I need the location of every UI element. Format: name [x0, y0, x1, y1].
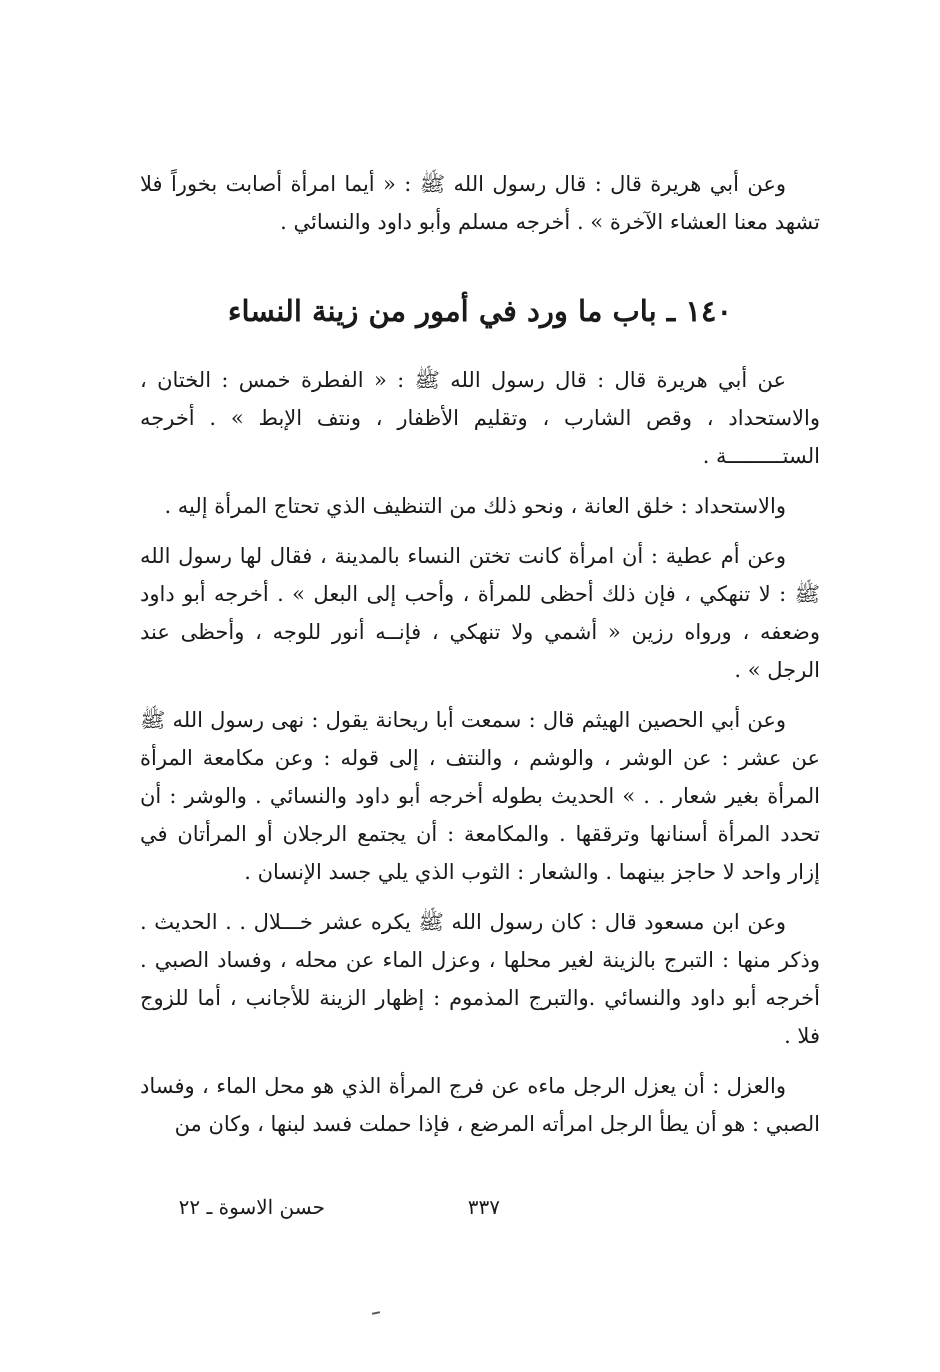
paragraph-abu-hurayra-incense: وعن أبي هريرة قال : قال رسول الله ﷺ : « أيما امرأة أصابت بخوراً فلا تشهد معنا العشاء الآخرة » . أخرجه مسلم وأبو داود والنسائي .	[140, 172, 820, 234]
paragraph-abu-rayhana: وعن أبي الحصين الهيثم قال : سمعت أبا ريحانة يقول : نهى رسول الله ﷺ عن عشر : عن الوشر ، والوشم ، والنتف ، إلى قوله : وعن مكامعة المرأة المرأة بغير شعار . . » الحديث بطوله أخرجه أبو داود والنسائي . والوشر : أن تحدد المرأة أسنانها وترققها . والمكامعة : أن يجتمع الرجلان أو المرأتان في إزار واحد لا حاجز بينهما . والشعار : الثوب الذي يلي جسد الإنسان .	[140, 708, 820, 884]
paragraph-umm-atiyya: وعن أم عطية : أن امرأة كانت تختن النساء بالمدينة ، فقال لها رسول الله ﷺ : لا تنهكي ، فإن ذلك أحظى للمرأة ، وأحب إلى البعل » . أخرجه أبو داود وضعفه ، ورواه رزين « أشمي ولا تنهكي ، فإنــه أنور للوجه ، وأحظى عند الرجل » .	[140, 544, 820, 682]
book-title-footer: حسن الاسوة ـ ٢٢	[178, 1195, 325, 1219]
paragraph-fitra-five: عن أبي هريرة قال : قال رسول الله ﷺ : « الفطرة خمس : الختان ، والاستحداد ، وقص الشارب ، وتقليم الأظفار ، ونتف الإبط » . أخرجه الستـــــــــة .	[140, 368, 820, 468]
paragraph-ibn-masud: وعن ابن مسعود قال : كان رسول الله ﷺ يكره عشر خـــلال . . الحديث . وذكر منها : التبرج بالزينة لغير محلها ، وعزل الماء عن محله ، وفساد الصبي . أخرجه أبو داود والنسائي .والتبرج المذموم : إظهار الزينة للأجانب ، أما للزوج فلا .	[140, 910, 820, 1048]
paragraph-azl-definition: والعزل : أن يعزل الرجل ماءه عن فرج المرأة الذي هو محل الماء ، وفساد الصبي : هو أن يطأ الرجل امرأته المرضع ، فإذا حملت فسد لبنها ، وكان من	[140, 1074, 820, 1136]
paragraph-istihdad-definition: والاستحداد : خلق العانة ، ونحو ذلك من التنظيف الذي تحتاج المرأة إليه .	[164, 494, 786, 518]
page-number: ٣٣٧	[467, 1195, 500, 1219]
page-body	[140, 165, 820, 1155]
scan-mark	[372, 1311, 380, 1315]
chapter-heading: ١٤٠ ـ باب ما ورد في أمور من زينة النساء	[227, 294, 733, 328]
